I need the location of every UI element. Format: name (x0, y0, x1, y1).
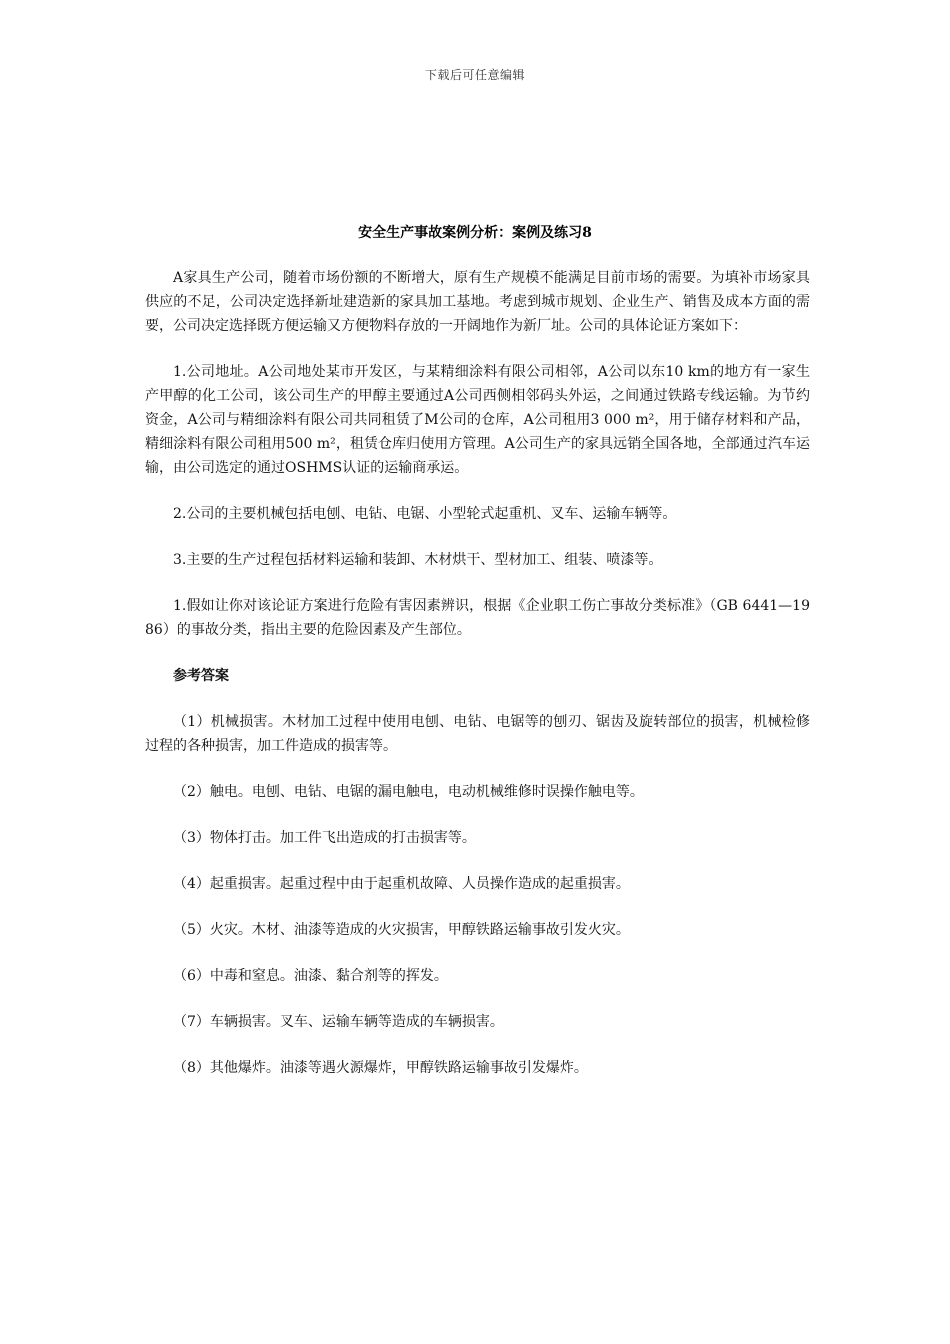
document-body (145, 266, 810, 1080)
header-note: 下载后可任意编辑 (424, 68, 525, 82)
answer-item-4: （4）起重损害。起重过程中由于起重机故障、人员操作造成的起重损害。 (173, 876, 630, 892)
answer-item-3: （3）物体打击。加工件飞出造成的打击损害等。 (173, 830, 476, 846)
answer-item-7: （7）车辆损害。叉车、运输车辆等造成的车辆损害。 (173, 1014, 504, 1030)
answer-heading: 参考答案 (173, 668, 229, 684)
answer-item-8: （8）其他爆炸。油漆等遇火源爆炸，甲醇铁路运输事故引发爆炸。 (173, 1060, 588, 1076)
answer-item-2: （2）触电。电刨、电钻、电锯的漏电触电，电动机械维修时误操作触电等。 (173, 784, 644, 800)
answer-item-6: （6）中毒和窒息。油漆、黏合剂等的挥发。 (173, 968, 448, 984)
intro-paragraph: A家具生产公司，随着市场份额的不断增大，原有生产规模不能满足目前市场的需要。为填补市场家具供应的不足，公司决定选择新址建造新的家具加工基地。考虑到城市规划、企业生产、销售及成本方面的需要，公司决定选择既方便运输又方便物料存放的一开阔地作为新厂址。公司的具体论证方案如下： (145, 270, 810, 334)
item-paragraph-3: 3.主要的生产过程包括材料运输和装卸、木材烘干、型材加工、组装、喷漆等。 (173, 552, 663, 568)
question-paragraph: 1.假如让你对该论证方案进行危险有害因素辨识，根据《企业职工伤亡事故分类标准》（GB 6441—1986）的事故分类，指出主要的危险因素及产生部位。 (145, 598, 810, 638)
answer-item-5: （5）火灾。木材、油漆等造成的火灾损害，甲醇铁路运输事故引发火灾。 (173, 922, 630, 938)
document-title: 安全生产事故案例分析：案例及练习8 (358, 225, 592, 241)
item-paragraph-2: 2.公司的主要机械包括电刨、电钻、电锯、小型轮式起重机、叉车、运输车辆等。 (173, 506, 677, 522)
item-paragraph-1: 1.公司地址。A公司地处某市开发区，与某精细涂料有限公司相邻，A公司以东10 km的地方有一家生产甲醇的化工公司，该公司生产的甲醇主要通过A公司西侧相邻码头外运，之间通过铁路专线运输。为节约资金，A公司与精细涂料有限公司共同租赁了M公司的仓库，A公司租用3 000 m²，用于储存材料和产品，精细涂料有限公司租用500 m²，租赁仓库归使用方管理。A公司生产的家具远销全国各地，全部通过汽车运输，由公司选定的通过OSHMS认证的运输商承运。 (145, 364, 810, 476)
answer-item-1: （1）机械损害。木材加工过程中使用电刨、电钻、电锯等的刨刃、锯齿及旋转部位的损害，机械检修过程的各种损害，加工件造成的损害等。 (145, 714, 810, 754)
